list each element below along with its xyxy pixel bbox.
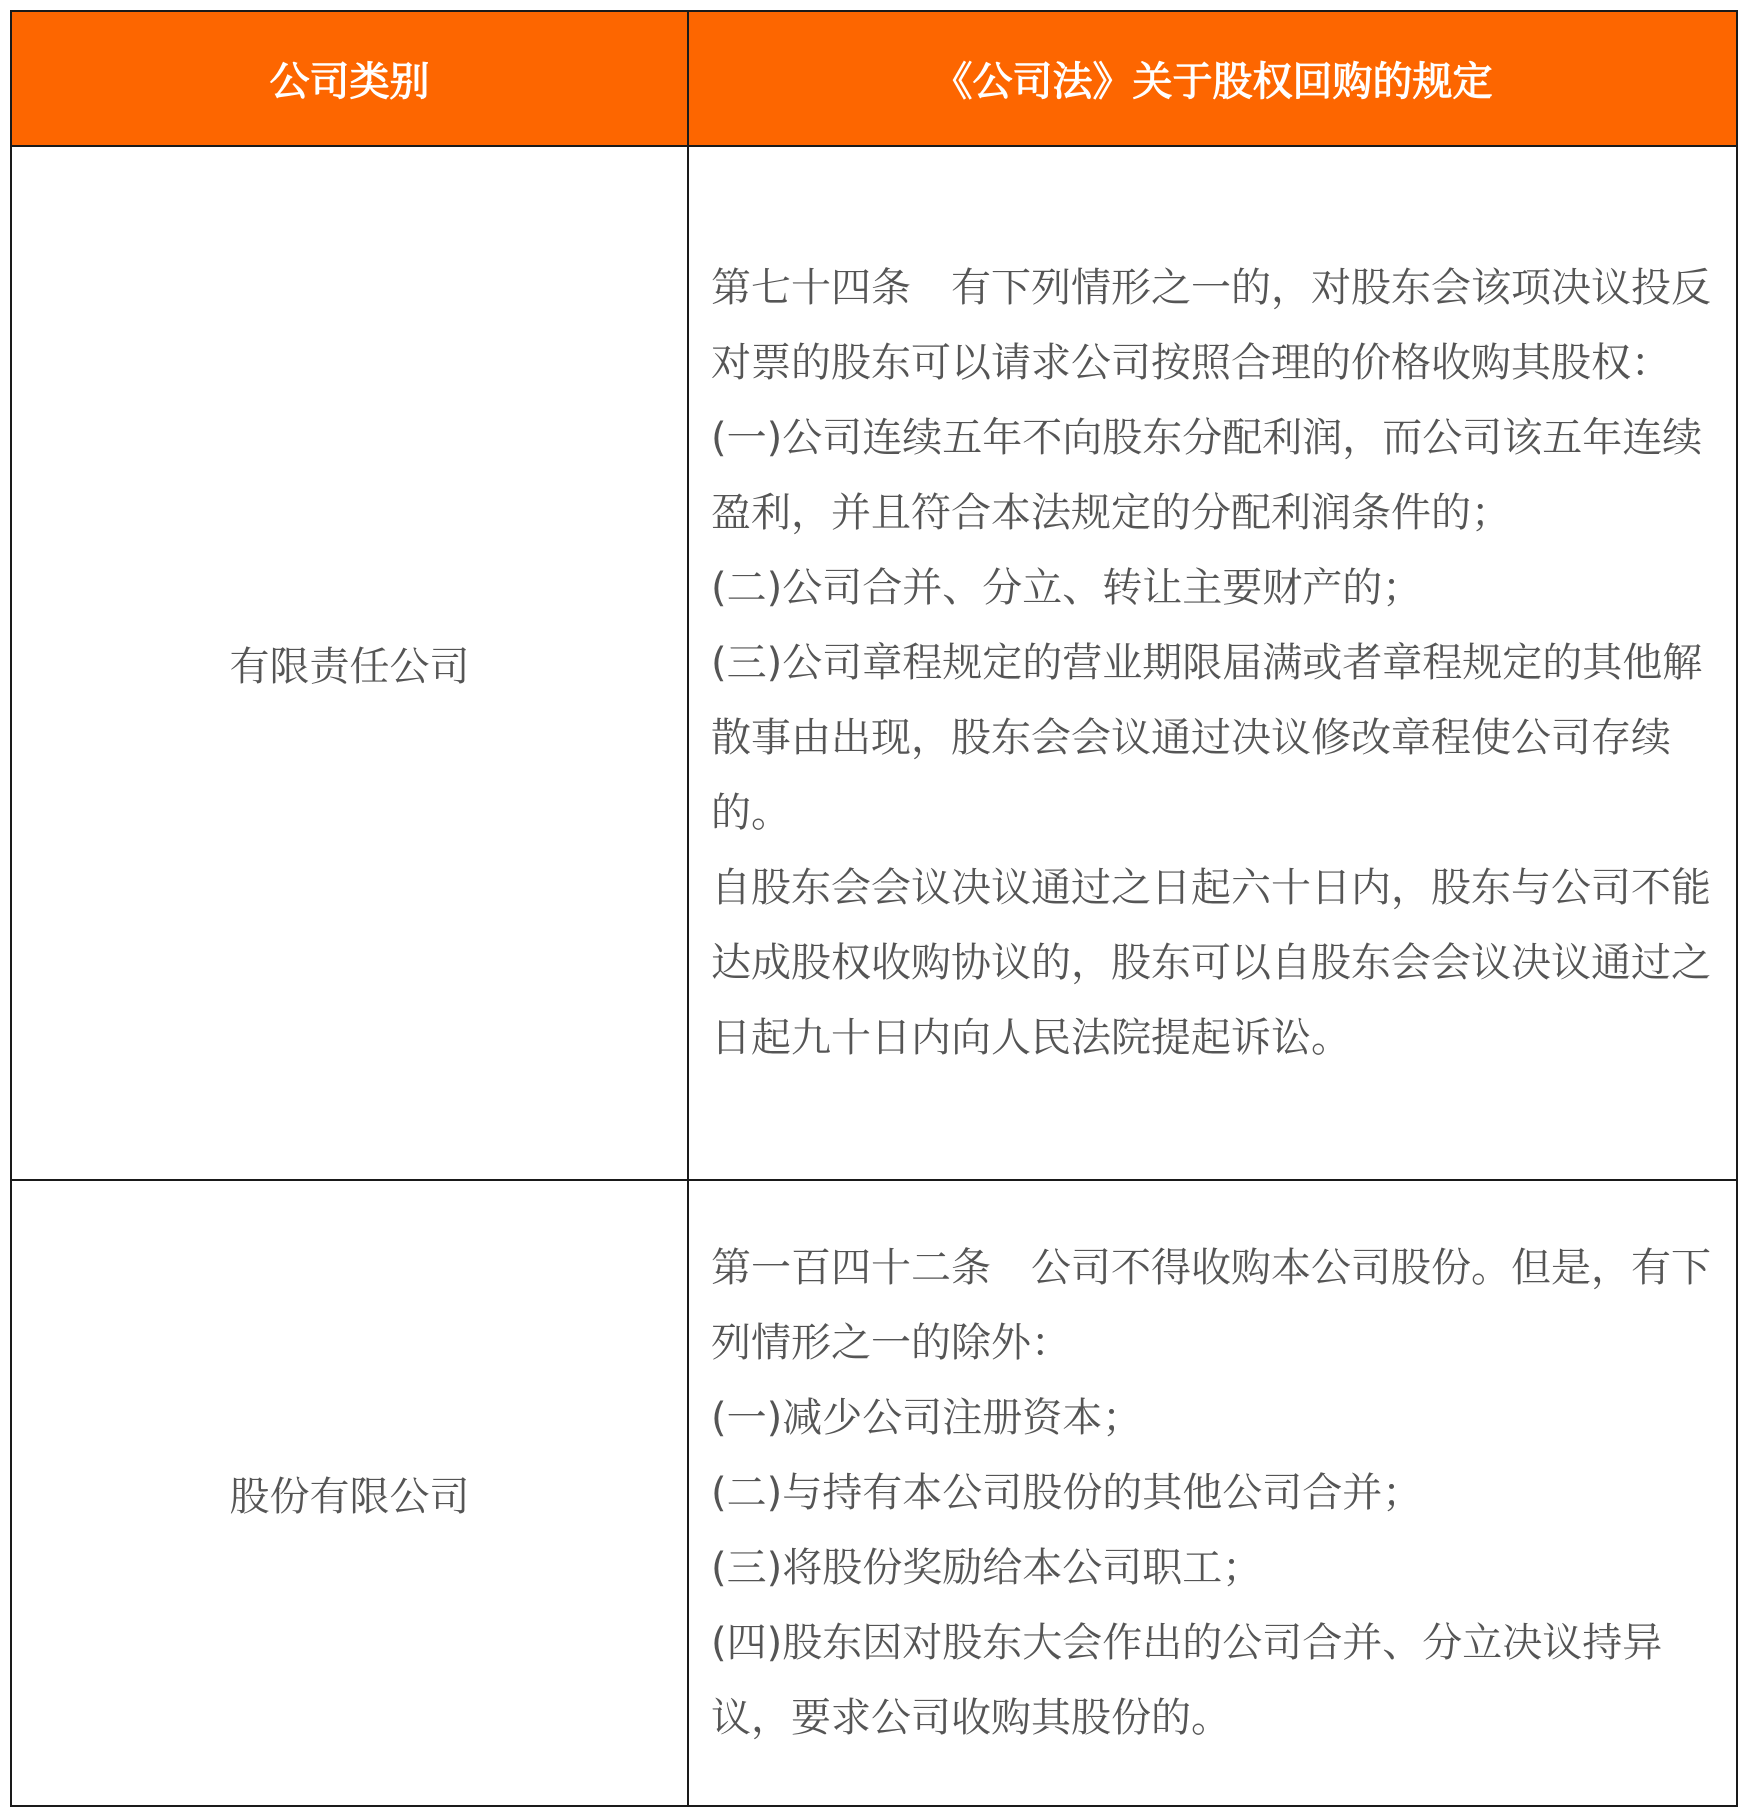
provision-paragraph: (二)公司合并、分立、转让主要财产的； [711, 564, 1423, 611]
company-type-cell: 有限责任公司 [11, 146, 688, 1180]
provision-paragraph: 第七十四条 有下列情形之一的，对股东会该项决议投反对票的股东可以请求公司按照合理的价格收购其股权： [711, 264, 1711, 386]
company-type-cell: 股份有限公司 [11, 1180, 688, 1806]
provision-paragraph: (四)股东因对股东大会作出的公司合并、分立决议持异议，要求公司收购其股份的。 [711, 1619, 1663, 1741]
provision-paragraph: (三)将股份奖励给本公司职工； [711, 1544, 1263, 1591]
header-company-law-provision: 《公司法》关于股权回购的规定 [688, 11, 1737, 146]
header-company-type: 公司类别 [11, 11, 688, 146]
table-row [11, 1180, 1737, 1806]
share-repurchase-table [10, 10, 1738, 1807]
provision-paragraph: (一)减少公司注册资本； [711, 1394, 1143, 1441]
provision-paragraph: 自股东会会议决议通过之日起六十日内，股东与公司不能达成股权收购协议的，股东可以自股东会会议决议通过之日起九十日内向人民法院提起诉讼。 [711, 864, 1711, 1061]
table-header-row [11, 11, 1737, 146]
provision-paragraph: (三)公司章程规定的营业期限届满或者章程规定的其他解散事由出现，股东会会议通过决议修改章程使公司存续的。 [711, 639, 1703, 836]
provision-paragraph: (二)与持有本公司股份的其他公司合并； [711, 1469, 1423, 1516]
provision-cell [688, 146, 1737, 1180]
table-row [11, 146, 1737, 1180]
provision-paragraph: 第一百四十二条 公司不得收购本公司股份。但是，有下列情形之一的除外： [711, 1244, 1711, 1366]
provision-cell [688, 1180, 1737, 1806]
provision-paragraph: (一)公司连续五年不向股东分配利润，而公司该五年连续盈利，并且符合本法规定的分配利润条件的； [711, 414, 1703, 536]
